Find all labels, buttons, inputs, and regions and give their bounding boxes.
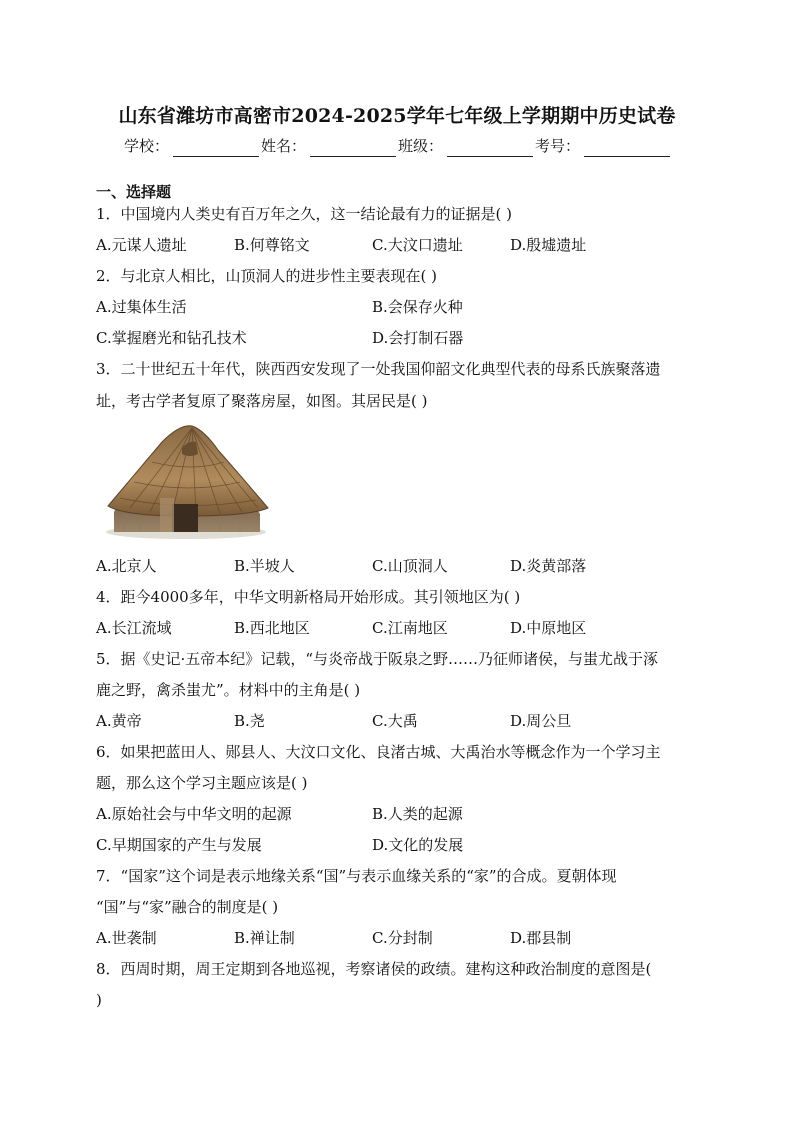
option-c: C.大汶口遗址 xyxy=(372,236,463,254)
question-2-stem: 2．与北京人相比，山顶洞人的进步性主要表现在( ) xyxy=(96,267,438,285)
option-c: C.山顶洞人 xyxy=(372,557,448,575)
option-a: A.原始社会与中华文明的起源 xyxy=(96,805,292,823)
question-2-options-row2 xyxy=(96,327,716,349)
question-4-options xyxy=(96,617,716,639)
option-a: A.黄帝 xyxy=(96,712,142,730)
option-d: D.炎黄部落 xyxy=(510,557,587,575)
option-b: B.西北地区 xyxy=(234,619,310,637)
question-7-options xyxy=(96,927,716,949)
option-d: D.周公旦 xyxy=(510,712,572,730)
option-d: D.文化的发展 xyxy=(372,836,464,854)
page-title: 山东省潍坊市高密市2024-2025学年七年级上学期期中历史试卷 xyxy=(118,105,676,127)
section-heading: 一、选择题 xyxy=(96,183,172,201)
question-3-stem-line2: 址，考古学者复原了聚落房屋，如图。其居民是( ) xyxy=(96,392,428,410)
option-a: A.元谋人遗址 xyxy=(96,236,187,254)
question-6-stem-line2: 题，那么这个学习主题应该是( ) xyxy=(96,774,308,792)
question-1-options xyxy=(96,234,716,256)
option-d: D.殷墟遗址 xyxy=(510,236,587,254)
question-7-stem-line2: “国”与“家”融合的制度是( ) xyxy=(96,898,279,916)
option-d: D.郡县制 xyxy=(510,929,572,947)
option-a: A.世袭制 xyxy=(96,929,157,947)
question-5-options xyxy=(96,710,716,732)
question-6-options-row2 xyxy=(96,834,716,856)
question-8-stem-line1: 8．西周时期，周王定期到各地巡视，考察诸侯的政绩。建构这种政治制度的意图是( xyxy=(96,960,652,978)
option-c: C.大禹 xyxy=(372,712,418,730)
option-a: A.过集体生活 xyxy=(96,298,187,316)
option-b: B.何尊铭文 xyxy=(234,236,310,254)
option-c: C.江南地区 xyxy=(372,619,448,637)
question-5-stem-line1: 5．据《史记·五帝本纪》记载，“与炎帝战于阪泉之野……乃征师诸侯，与蚩尤战于涿 xyxy=(96,650,658,668)
question-6-options-row1 xyxy=(96,803,716,825)
option-b: B.会保存火种 xyxy=(372,298,463,316)
question-4-stem: 4．距今4000多年，中华文明新格局开始形成。其引领地区为( ) xyxy=(96,588,521,606)
option-b: B.半坡人 xyxy=(234,557,295,575)
option-b: B.禅让制 xyxy=(234,929,295,947)
question-2-options-row1 xyxy=(96,296,716,318)
option-c: C.分封制 xyxy=(372,929,433,947)
class-label: 班级： xyxy=(398,137,444,155)
name-label: 姓名： xyxy=(261,137,307,155)
hut-illustration xyxy=(100,420,272,542)
question-8-stem-line2: ) xyxy=(96,991,102,1009)
option-b: B.人类的起源 xyxy=(372,805,463,823)
question-3-options xyxy=(96,555,716,577)
class-blank[interactable] xyxy=(447,140,533,157)
question-5-stem-line2: 鹿之野，禽杀蚩尤”。材料中的主角是( ) xyxy=(96,681,361,699)
student-info-line xyxy=(124,135,672,157)
option-c: C.早期国家的产生与发展 xyxy=(96,836,262,854)
name-blank[interactable] xyxy=(310,140,396,157)
question-6-stem-line1: 6．如果把蓝田人、郧县人、大汶口文化、良渚古城、大禹治水等概念作为一个学习主 xyxy=(96,743,661,761)
school-blank[interactable] xyxy=(173,140,259,157)
option-c: C.掌握磨光和钻孔技术 xyxy=(96,329,247,347)
option-a: A.北京人 xyxy=(96,557,157,575)
question-7-stem-line1: 7．“国家”这个词是表示地缘关系“国”与表示血缘关系的“家”的合成。夏朝体现 xyxy=(96,867,617,885)
option-d: D.中原地区 xyxy=(510,619,587,637)
school-label: 学校： xyxy=(124,137,170,155)
option-a: A.长江流域 xyxy=(96,619,172,637)
number-blank[interactable] xyxy=(584,140,670,157)
question-1-stem: 1．中国境内人类史有百万年之久，这一结论最有力的证据是( ) xyxy=(96,205,513,223)
option-b: B.尧 xyxy=(234,712,265,730)
question-3-stem-line1: 3．二十世纪五十年代，陕西西安发现了一处我国仰韶文化典型代表的母系氏族聚落遗 xyxy=(96,360,661,378)
option-d: D.会打制石器 xyxy=(372,329,464,347)
number-label: 考号： xyxy=(535,137,581,155)
